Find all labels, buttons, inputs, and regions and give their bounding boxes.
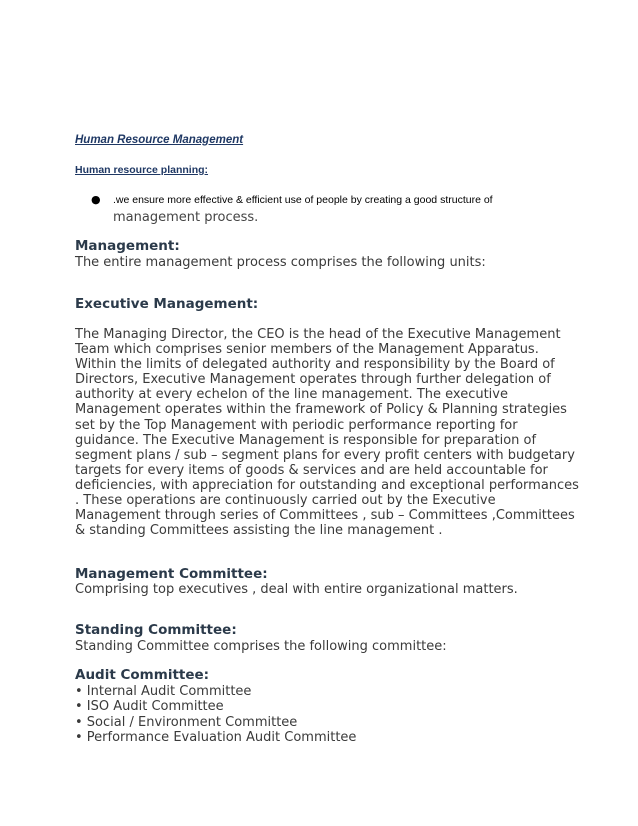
paragraph-line: Team which comprises senior members of the Management Apparatus.: [75, 342, 539, 358]
paragraph-line: segment plans / sub – segment plans for every profit centers with budgetary: [75, 447, 575, 463]
paragraph-line: Within the limits of delegated authority and responsibility by the Board of: [75, 357, 555, 373]
bullet-icon: ●: [91, 193, 101, 206]
management-committee-text: Comprising top executives , deal with entire organizational matters.: [75, 582, 518, 597]
executive-management-title: Executive Management:: [75, 296, 259, 312]
paragraph-line: targets for every items of goods & services and are held accountable for: [75, 462, 548, 478]
executive-management-paragraph: [75, 327, 579, 539]
paragraph-line: . These operations are continuously carried out by the Executive: [75, 493, 496, 509]
management-title: Management:: [75, 238, 180, 254]
paragraph-line: Directors, Executive Management operates through further delegation of: [75, 372, 551, 388]
paragraph-line: guidance. The Executive Management is responsible for preparation of: [75, 432, 537, 448]
paragraph-line: set by the Top Management with periodic performance reporting for: [75, 417, 518, 433]
management-committee-title: Management Committee:: [75, 566, 268, 582]
paragraph-line: authority at every echelon of the line management. The executive: [75, 387, 508, 403]
list-item: • Performance Evaluation Audit Committee: [75, 729, 357, 745]
bullet-text-line1: .we ensure more effective & efficient use of people by creating a good structure of: [113, 194, 493, 206]
standing-committee-text: Standing Committee comprises the following committee:: [75, 639, 447, 654]
paragraph-line: deficiencies, with appreciation for outstanding and exceptional performances: [75, 477, 579, 493]
bullet-text-line2: management process.: [113, 210, 259, 225]
list-item: • Internal Audit Committee: [75, 684, 252, 699]
audit-committee-title: Audit Committee:: [75, 667, 210, 683]
standing-committee-title: Standing Committee:: [75, 622, 237, 638]
document-subheading: Human resource planning:: [75, 164, 209, 176]
list-item: • Social / Environment Committee: [75, 714, 298, 730]
paragraph-line: The Managing Director, the CEO is the head of the Executive Management: [75, 327, 561, 342]
management-text: The entire management process comprises the following units:: [75, 255, 486, 270]
audit-committee-list: [75, 684, 356, 745]
list-item: • ISO Audit Committee: [75, 699, 224, 715]
paragraph-line: & standing Committees assisting the line management .: [75, 523, 443, 539]
document-heading: Human Resource Management: [75, 134, 244, 146]
paragraph-line: Management through series of Committees , sub – Committees ,Committees: [75, 508, 575, 524]
paragraph-line: Management operates within the framework of Policy & Planning strategies: [75, 402, 567, 418]
